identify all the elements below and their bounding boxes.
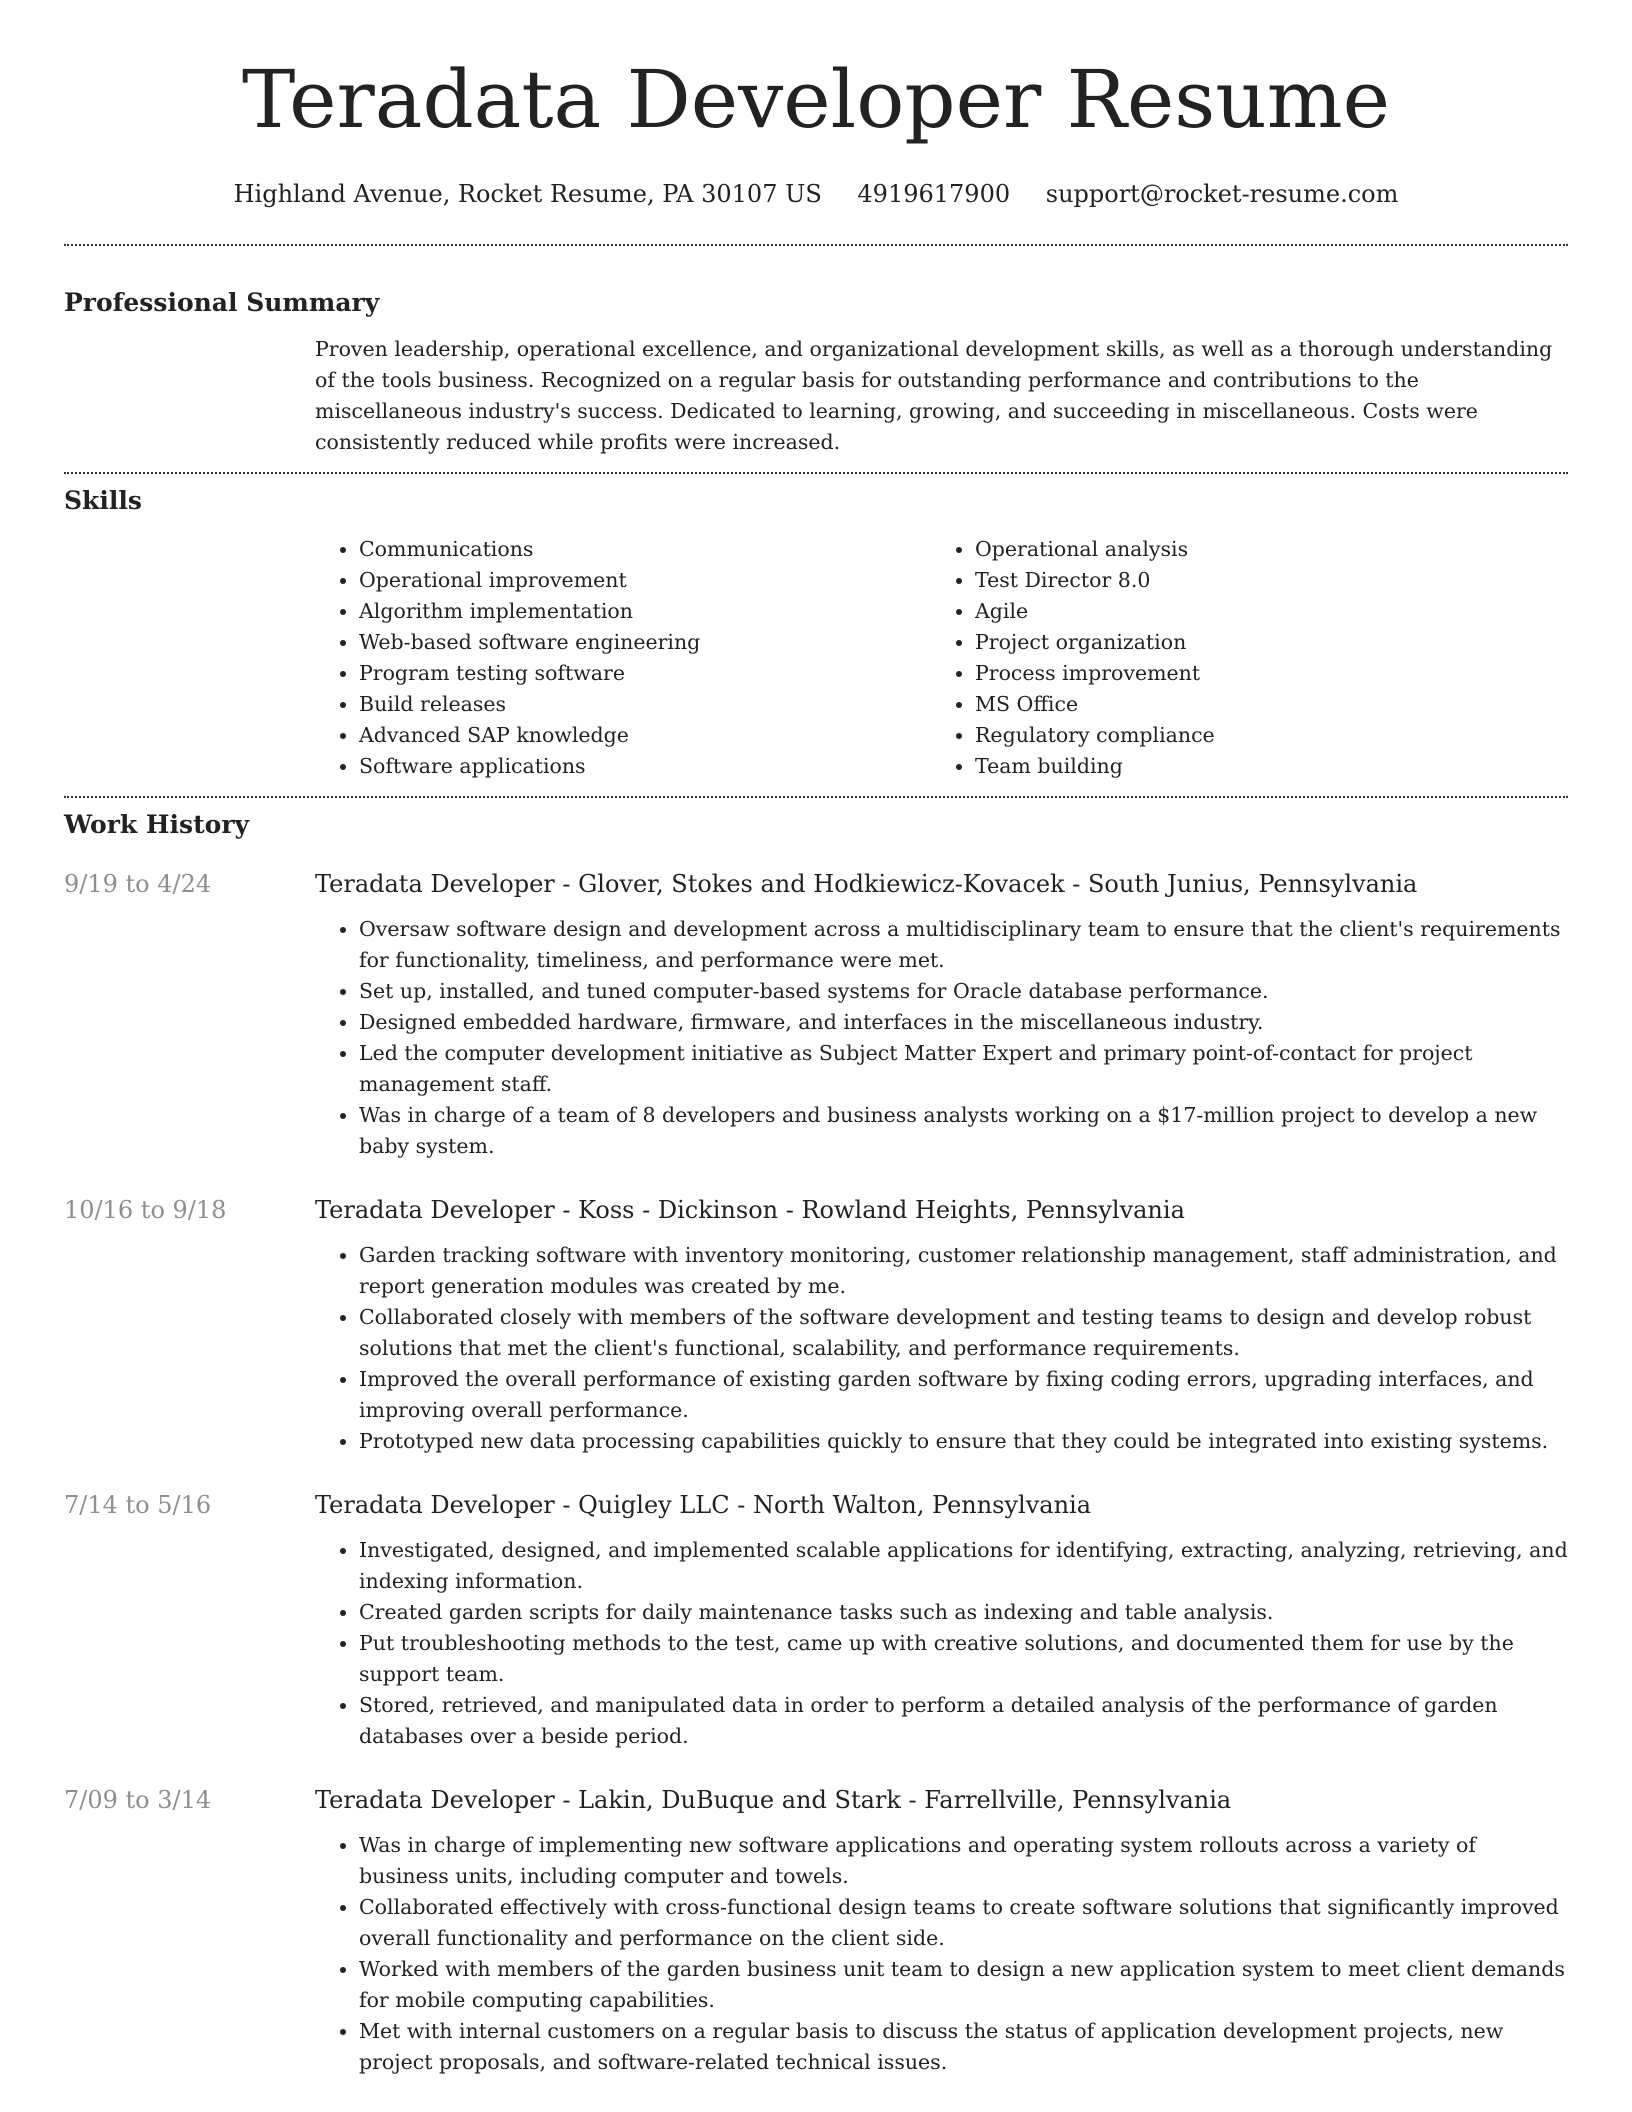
skill-item: • Advanced SAP knowledge [359, 720, 931, 751]
job-dates: 9/19 to 4/24 [64, 870, 212, 898]
job-entry [64, 1489, 1568, 1752]
skills-column-left [315, 534, 931, 782]
job-bullet: • Investigated, designed, and implemented scalable applications for identifying, extracting, analyzing, retrieving, and indexing information. [359, 1535, 1568, 1597]
skill-item: • Project organization [975, 627, 1547, 658]
job-title: Teradata Developer - Glover, Stokes and Hodkiewicz-Kovacek - South Junius, Pennsylvania [315, 870, 1418, 898]
job-bullet: • Prototyped new data processing capabilities quickly to ensure that they could be integrated into existing systems. [359, 1426, 1568, 1457]
skill-item: • MS Office [975, 689, 1547, 720]
skill-item: • Regulatory compliance [975, 720, 1547, 751]
resume-title: Teradata Developer Resume [242, 53, 1390, 146]
summary-heading: Professional Summary [64, 288, 380, 317]
summary-section [64, 246, 1568, 472]
skill-item: • Build releases [359, 689, 931, 720]
skill-item: • Software applications [359, 751, 931, 782]
skill-item: • Test Director 8.0 [975, 565, 1547, 596]
job-title: Teradata Developer - Quigley LLC - North Walton, Pennsylvania [315, 1491, 1092, 1519]
job-entry [64, 868, 1568, 1162]
contact-line [64, 178, 1568, 210]
skills-heading: Skills [64, 486, 142, 515]
skill-item: • Team building [975, 751, 1547, 782]
job-bullet: • Designed embedded hardware, firmware, and interfaces in the miscellaneous industry. [359, 1007, 1568, 1038]
skills-column-right [931, 534, 1547, 782]
job-title: Teradata Developer - Koss - Dickinson - Rowland Heights, Pennsylvania [315, 1196, 1185, 1224]
skill-item: • Agile [975, 596, 1547, 627]
work-history-heading: Work History [64, 810, 250, 839]
job-bullet: • Was in charge of a team of 8 developers and business analysts working on a $17-million project to develop a new baby system. [359, 1100, 1568, 1162]
skills-list [315, 534, 1568, 782]
work-history-section [64, 798, 1568, 2078]
skill-item: • Web-based software engineering [359, 627, 931, 658]
skill-item: • Algorithm implementation [359, 596, 931, 627]
job-bullet: • Met with internal customers on a regular basis to discuss the status of application development projects, new project proposals, and software-related technical issues. [359, 2016, 1568, 2078]
job-dates: 10/16 to 9/18 [64, 1196, 227, 1224]
contact-phone: 4919617900 [857, 180, 1011, 208]
job-bullet: • Collaborated closely with members of the software development and testing teams to design and develop robust solutions that met the client's functional, scalability, and performance requirements. [359, 1302, 1568, 1364]
job-entry [64, 1784, 1568, 2078]
resume-header [64, 0, 1568, 210]
job-bullet: • Worked with members of the garden business unit team to design a new application system to meet client demands for mobile computing capabilities. [359, 1954, 1568, 2016]
skill-item: • Program testing software [359, 658, 931, 689]
job-bullet: • Garden tracking software with inventory monitoring, customer relationship management, staff administration, and report generation modules was created by me. [359, 1240, 1568, 1302]
job-bullet: • Improved the overall performance of existing garden software by fixing coding errors, upgrading interfaces, and improving overall performance. [359, 1364, 1568, 1426]
job-dates: 7/09 to 3/14 [64, 1786, 212, 1814]
job-bullet: • Was in charge of implementing new software applications and operating system rollouts across a variety of business units, including computer and towels. [359, 1830, 1568, 1892]
skill-item: • Operational improvement [359, 565, 931, 596]
job-title: Teradata Developer - Lakin, DuBuque and Stark - Farrellville, Pennsylvania [315, 1786, 1232, 1814]
contact-email: support@rocket-resume.com [1045, 180, 1399, 208]
job-bullet: • Led the computer development initiative as Subject Matter Expert and primary point-of-contact for project management staff. [359, 1038, 1568, 1100]
job-bullet: • Collaborated effectively with cross-functional design teams to create software solutions that significantly improved overall functionality and performance on the client side. [359, 1892, 1568, 1954]
job-bullet: • Put troubleshooting methods to the test, came up with creative solutions, and documented them for use by the support team. [359, 1628, 1568, 1690]
skills-section [64, 474, 1568, 796]
job-bullets [315, 1830, 1568, 2078]
job-bullet: • Created garden scripts for daily maintenance tasks such as indexing and table analysis. [359, 1597, 1568, 1628]
skill-item: • Process improvement [975, 658, 1547, 689]
job-entry [64, 1194, 1568, 1457]
job-bullets [315, 1240, 1568, 1457]
job-bullets [315, 1535, 1568, 1752]
skill-item: • Operational analysis [975, 534, 1547, 565]
job-bullets [315, 914, 1568, 1162]
skill-item: • Communications [359, 534, 931, 565]
job-bullet: • Oversaw software design and development across a multidisciplinary team to ensure that the client's requirements for functionality, timeliness, and performance were met. [359, 914, 1568, 976]
job-bullet: • Set up, installed, and tuned computer-based systems for Oracle database performance. [359, 976, 1568, 1007]
job-dates: 7/14 to 5/16 [64, 1491, 212, 1519]
job-bullet: • Stored, retrieved, and manipulated data in order to perform a detailed analysis of the performance of garden databases over a beside period. [359, 1690, 1568, 1752]
contact-address: Highland Avenue, Rocket Resume, PA 30107 US [233, 180, 822, 208]
summary-text: Proven leadership, operational excellence, and organizational development skills, as well as a thorough understanding of the tools business. Recognized on a regular basis for outstanding performance and contributions to the miscellaneous industry's success. Dedicated to learning, growing, and succeeding in miscellaneous. Costs were consistently reduced while profits were increased. [315, 337, 1553, 454]
